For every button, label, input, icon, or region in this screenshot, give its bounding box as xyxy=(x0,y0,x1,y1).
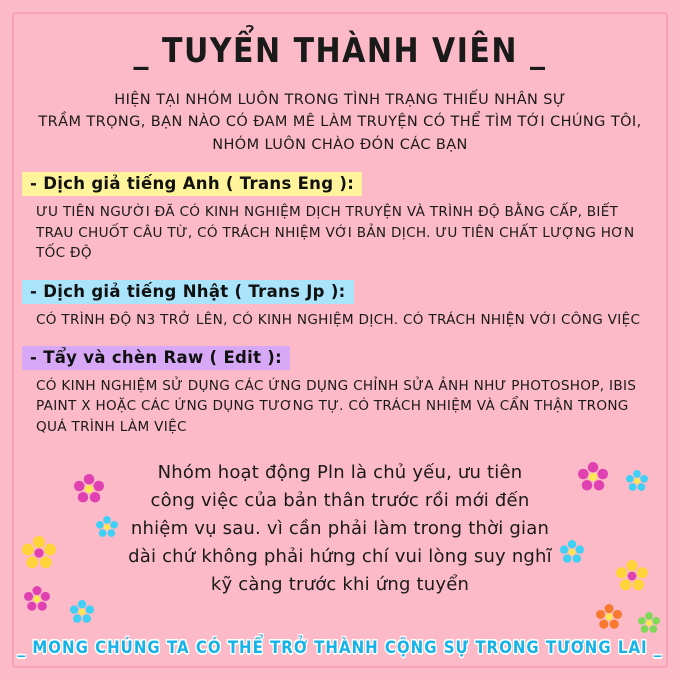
section-body-trans-eng: ƯU TIÊN NGƯỜI ĐÃ CÓ KINH NGHIỆM DỊCH TRUYỆN VÀ TRÌNH ĐỘ BẰNG CẤP, BIẾT TRAU CHUỐT CÂU TỪ, CÓ TRÁCH NHIỆM VỚI BẢN DỊCH. ƯU TIÊN CHẤT LƯỢNG HƠN TỐC ĐỘ xyxy=(36,204,635,262)
flower-orange-right xyxy=(596,604,622,630)
intro-line-3: NHÓM LUÔN CHÀO ĐÓN CÁC BẠN xyxy=(212,136,468,153)
closing-line-1: Nhóm hoạt động Pln là chủ yếu, ưu tiên xyxy=(157,462,523,484)
intro-line-2: TRẦM TRỌNG, BẠN NÀO CÓ ĐAM MÊ LÀM TRUYỆN CÓ THỂ TÌM TỚI CHÚNG TÔI, xyxy=(38,114,642,131)
section-heading-trans-jp: - Dịch giả tiếng Nhật ( Trans Jp ): xyxy=(22,280,354,304)
section-body-edit: CÓ KINH NGHIỆM SỬ DỤNG CÁC ỨNG DỤNG CHỈNH SỬA ẢNH NHƯ PHOTOSHOP, IBIS PAINT X HOẶC CÁC ỨNG DỤNG TƯƠNG TỰ. CÓ TRÁCH NHIỆM VÀ CẨN THẬN TRONG QUÁ TRÌNH LÀM VIỆC xyxy=(36,377,637,435)
section-heading-trans-eng: - Dịch giả tiếng Anh ( Trans Eng ): xyxy=(22,172,362,196)
intro-line-1: HIỆN TẠI NHÓM LUÔN TRONG TÌNH TRẠNG THIẾU NHÂN SỰ xyxy=(114,92,566,108)
section-trans-jp xyxy=(22,280,658,330)
page-title: _ TUYỂN THÀNH VIÊN _ xyxy=(133,31,547,72)
closing-line-2: công việc của bản thân trước rồi mới đến xyxy=(150,490,530,512)
closing-line-4: dài chứ không phải hứng chí vui lòng suy nghĩ xyxy=(128,545,552,567)
intro-paragraph xyxy=(22,89,658,156)
flower-cyan-lower xyxy=(70,600,94,624)
closing-line-3: nhiệm vụ sau. vì cần phải làm trong thời gian xyxy=(130,517,550,539)
footer-banner xyxy=(0,637,680,656)
section-heading-edit: - Tẩy và chèn Raw ( Edit ): xyxy=(22,346,290,370)
flower-green-right xyxy=(638,612,660,634)
section-trans-eng xyxy=(22,172,658,263)
closing-note xyxy=(22,459,658,598)
section-edit xyxy=(22,346,658,437)
closing-line-5: kỹ càng trước khi ứng tuyển xyxy=(210,573,470,595)
section-body-trans-jp: CÓ TRÌNH ĐỘ N3 TRỞ LÊN, CÓ KINH NGHIỆM DỊCH. CÓ TRÁCH NHIỆN VỚI CÔNG VIỆC xyxy=(36,311,641,328)
poster-content xyxy=(0,31,680,599)
footer-text: _ MONG CHÚNG TA CÓ THỂ TRỞ THÀNH CỘNG SỰ TRONG TƯƠNG LAI _ xyxy=(17,636,663,658)
